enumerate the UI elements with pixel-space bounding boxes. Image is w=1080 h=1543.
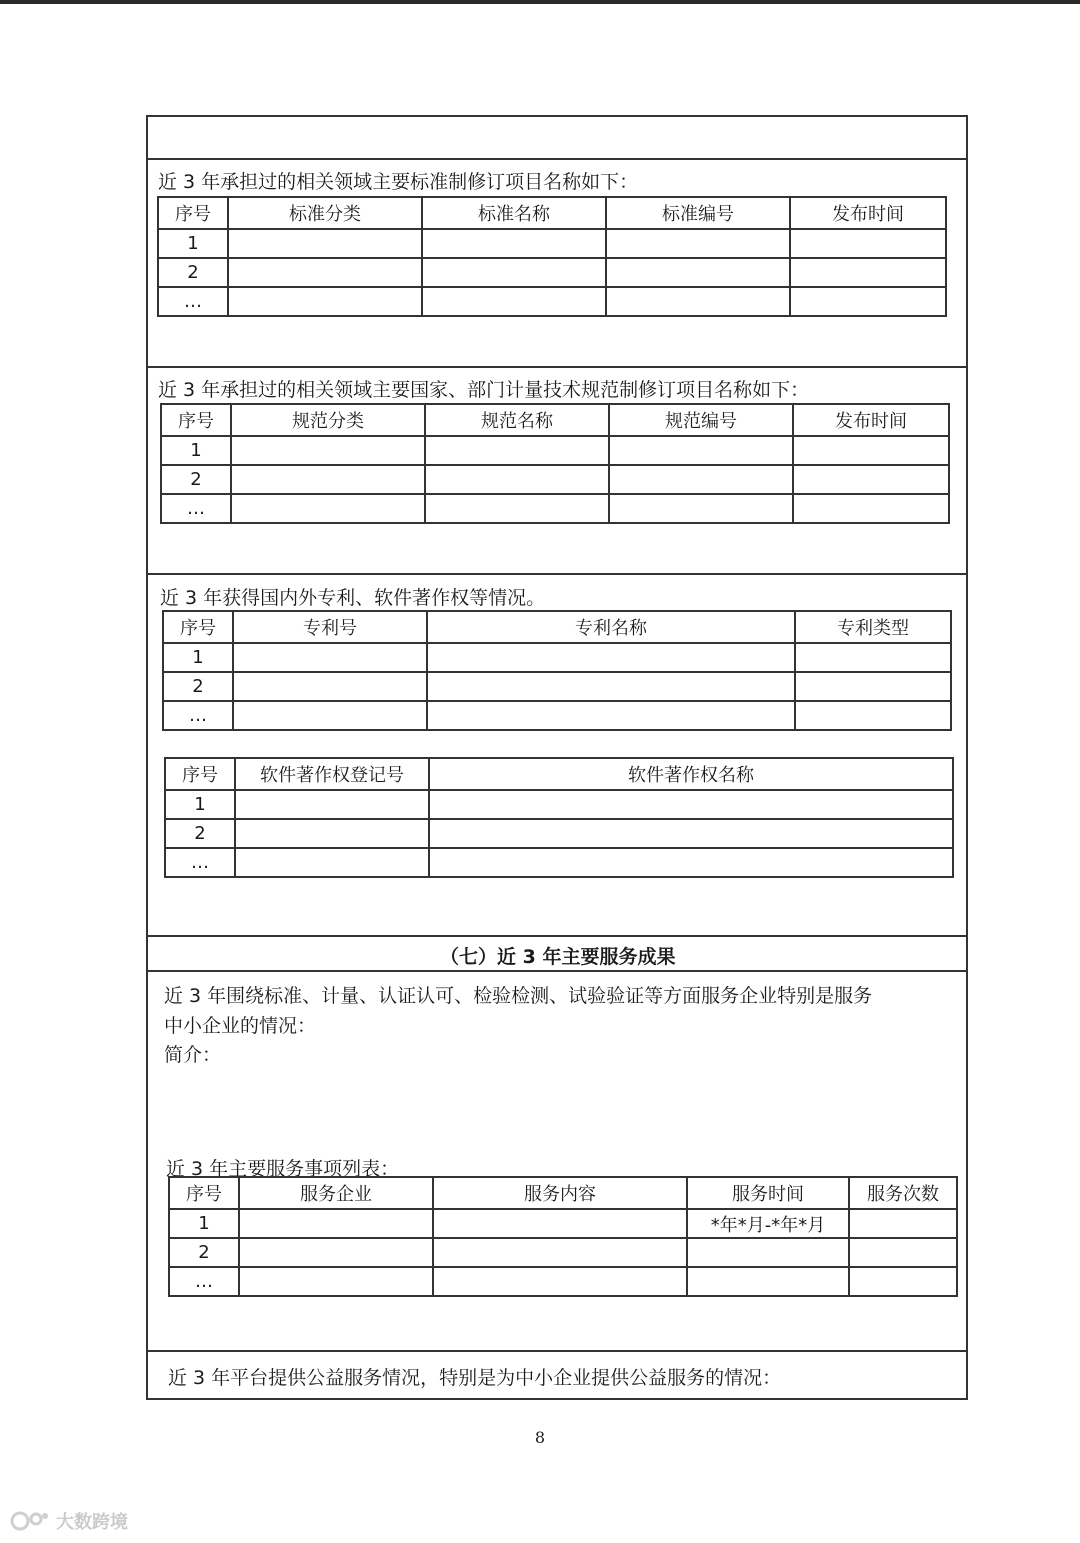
column-header: 序号 xyxy=(161,404,231,436)
watermark-text: 大数跨境 xyxy=(56,1512,128,1533)
table-cell xyxy=(228,258,422,287)
row-number: 2 xyxy=(165,819,235,848)
table-cell xyxy=(239,1267,433,1296)
table-header-row xyxy=(161,404,949,436)
table-cell xyxy=(228,287,422,316)
table-cell xyxy=(231,465,425,494)
table-cell xyxy=(422,258,606,287)
row-number: … xyxy=(169,1267,239,1296)
table-cell xyxy=(425,494,609,523)
scan-top-edge xyxy=(0,0,1080,4)
column-header: 序号 xyxy=(165,758,235,790)
table-cell xyxy=(609,494,793,523)
table-cell xyxy=(609,436,793,465)
column-header: 服务次数 xyxy=(849,1177,957,1209)
table-row xyxy=(165,848,953,877)
table-cell xyxy=(235,819,429,848)
divider-section-7-title xyxy=(146,970,968,972)
table-cell xyxy=(422,287,606,316)
divider-standards xyxy=(146,366,968,368)
table-row xyxy=(158,258,946,287)
service-intro-line-1: 近 3 年围绕标准、计量、认证认可、检验检测、试验验证等方面服务企业特别是服务 xyxy=(164,985,873,1007)
section-7-title: （七）近 3 年主要服务成果 xyxy=(440,946,676,968)
service-intro-line-2: 中小企业的情况： xyxy=(164,1015,317,1037)
standards-table xyxy=(157,196,947,317)
row-number: 1 xyxy=(158,229,228,258)
table-cell xyxy=(849,1209,957,1238)
table-cell xyxy=(795,672,951,701)
table-header-row xyxy=(165,758,953,790)
table-cell xyxy=(790,229,946,258)
table-cell xyxy=(233,643,427,672)
table-cell xyxy=(849,1238,957,1267)
row-number: … xyxy=(161,494,231,523)
table-header-row xyxy=(158,197,946,229)
column-header: 专利名称 xyxy=(427,611,795,643)
table-cell xyxy=(235,790,429,819)
table-cell xyxy=(795,643,951,672)
table-cell xyxy=(687,1238,849,1267)
table-cell xyxy=(425,436,609,465)
row-number: … xyxy=(158,287,228,316)
column-header: 规范编号 xyxy=(609,404,793,436)
table-cell xyxy=(849,1267,957,1296)
table-row xyxy=(163,701,951,730)
service-summary-label: 简介： xyxy=(164,1044,222,1066)
table-cell xyxy=(429,819,953,848)
table-cell xyxy=(239,1209,433,1238)
table-cell xyxy=(427,672,795,701)
table-cell xyxy=(233,672,427,701)
table-row xyxy=(163,672,951,701)
row-number: 2 xyxy=(158,258,228,287)
table-cell xyxy=(606,287,790,316)
standards-heading: 近 3 年承担过的相关领域主要标准制修订项目名称如下： xyxy=(158,171,639,193)
table-cell xyxy=(233,701,427,730)
table-cell xyxy=(606,258,790,287)
table-row xyxy=(158,287,946,316)
table-row xyxy=(161,436,949,465)
column-header: 专利号 xyxy=(233,611,427,643)
watermark-logo-icon xyxy=(10,1510,50,1532)
column-header: 发布时间 xyxy=(790,197,946,229)
table-cell xyxy=(235,848,429,877)
service-time-cell: *年*月-*年*月 xyxy=(687,1209,849,1238)
table-cell xyxy=(429,790,953,819)
row-number: 2 xyxy=(163,672,233,701)
table-cell xyxy=(793,465,949,494)
table-cell xyxy=(687,1267,849,1296)
table-cell xyxy=(790,287,946,316)
table-cell xyxy=(427,701,795,730)
column-header: 软件著作权登记号 xyxy=(235,758,429,790)
table-row xyxy=(169,1209,957,1238)
table-cell xyxy=(228,229,422,258)
table-cell xyxy=(433,1267,687,1296)
table-cell xyxy=(425,465,609,494)
column-header: 规范名称 xyxy=(425,404,609,436)
service-items-table xyxy=(168,1176,958,1297)
column-header: 发布时间 xyxy=(793,404,949,436)
service-list-heading: 近 3 年主要服务事项列表： xyxy=(166,1158,400,1180)
table-cell xyxy=(433,1209,687,1238)
table-row xyxy=(163,643,951,672)
table-row xyxy=(161,465,949,494)
column-header: 序号 xyxy=(169,1177,239,1209)
table-cell xyxy=(429,848,953,877)
watermark xyxy=(10,1508,128,1534)
metrology-heading: 近 3 年承担过的相关领域主要国家、部门计量技术规范制修订项目名称如下： xyxy=(158,379,810,401)
table-row xyxy=(158,229,946,258)
row-number: … xyxy=(163,701,233,730)
table-cell xyxy=(231,436,425,465)
table-cell xyxy=(793,436,949,465)
row-number: … xyxy=(165,848,235,877)
table-cell xyxy=(609,465,793,494)
row-number: 2 xyxy=(169,1238,239,1267)
table-cell xyxy=(606,229,790,258)
row-number: 2 xyxy=(161,465,231,494)
column-header: 专利类型 xyxy=(795,611,951,643)
row-number: 1 xyxy=(163,643,233,672)
column-header: 序号 xyxy=(158,197,228,229)
table-row xyxy=(169,1238,957,1267)
table-header-row xyxy=(163,611,951,643)
table-row xyxy=(169,1267,957,1296)
table-row xyxy=(165,819,953,848)
divider-section-7 xyxy=(146,935,968,937)
metrology-table xyxy=(160,403,950,524)
table-cell xyxy=(427,643,795,672)
table-row xyxy=(161,494,949,523)
table-header-row xyxy=(169,1177,957,1209)
divider-metrology xyxy=(146,573,968,575)
column-header: 服务时间 xyxy=(687,1177,849,1209)
table-cell xyxy=(793,494,949,523)
divider-top xyxy=(146,158,968,160)
column-header: 序号 xyxy=(163,611,233,643)
column-header: 标准分类 xyxy=(228,197,422,229)
column-header: 标准编号 xyxy=(606,197,790,229)
page-number: 8 xyxy=(534,1428,546,1447)
patents-table xyxy=(162,610,952,731)
divider-public-service xyxy=(146,1350,968,1352)
table-cell xyxy=(239,1238,433,1267)
table-cell xyxy=(231,494,425,523)
public-service-heading: 近 3 年平台提供公益服务情况，特别是为中小企业提供公益服务的情况： xyxy=(168,1367,782,1389)
column-header: 标准名称 xyxy=(422,197,606,229)
table-cell xyxy=(433,1238,687,1267)
software-copyright-table xyxy=(164,757,954,878)
table-cell xyxy=(790,258,946,287)
column-header: 服务内容 xyxy=(433,1177,687,1209)
column-header: 规范分类 xyxy=(231,404,425,436)
row-number: 1 xyxy=(169,1209,239,1238)
row-number: 1 xyxy=(165,790,235,819)
patents-heading: 近 3 年获得国内外专利、软件著作权等情况。 xyxy=(160,587,546,609)
table-row xyxy=(165,790,953,819)
table-cell xyxy=(422,229,606,258)
row-number: 1 xyxy=(161,436,231,465)
column-header: 软件著作权名称 xyxy=(429,758,953,790)
table-cell xyxy=(795,701,951,730)
column-header: 服务企业 xyxy=(239,1177,433,1209)
